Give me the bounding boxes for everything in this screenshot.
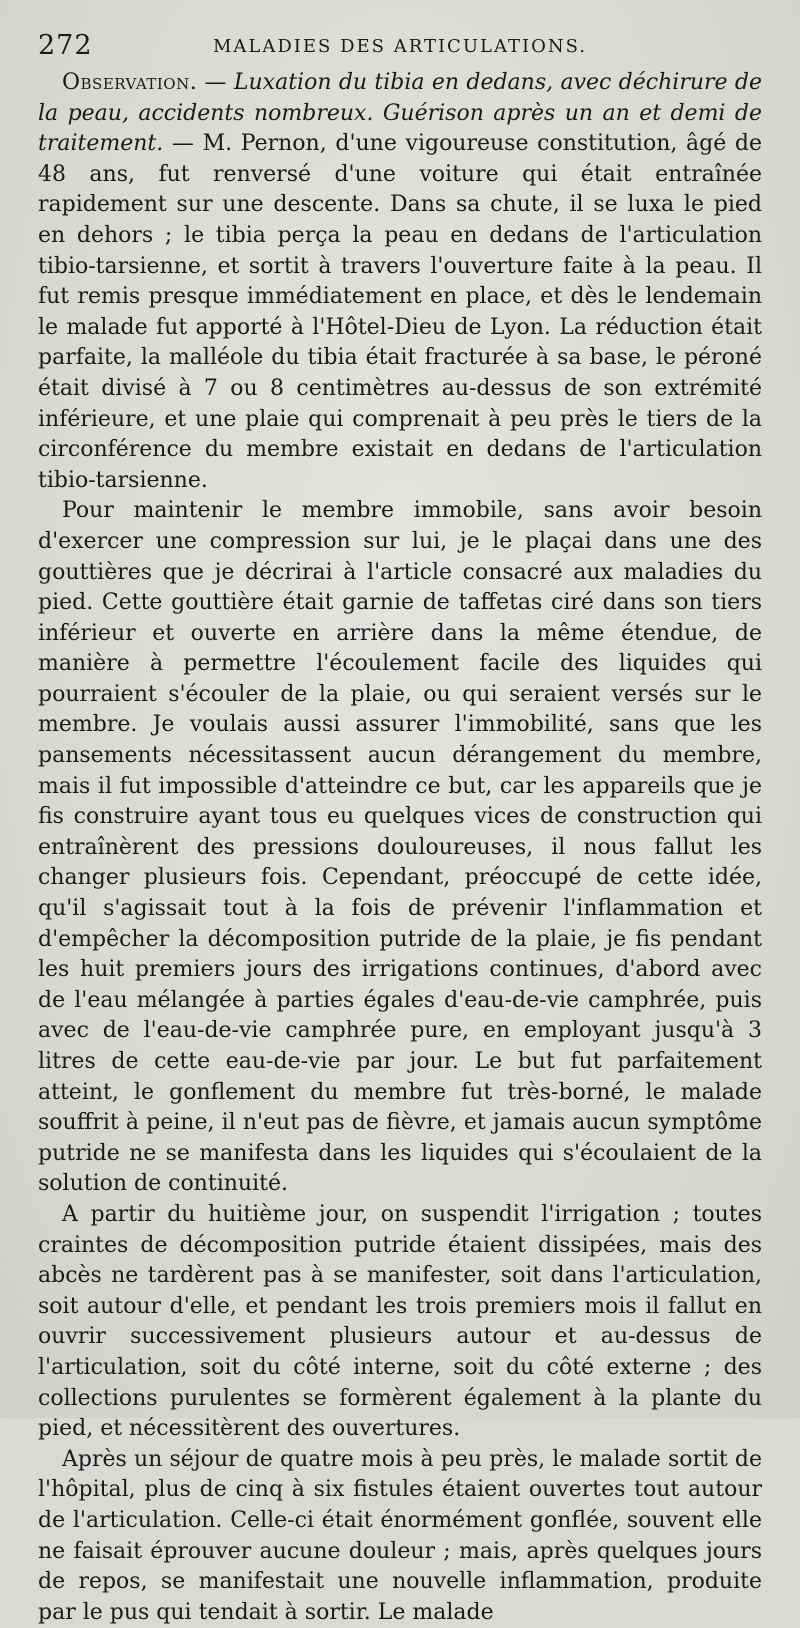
body-paragraph: Pour maintenir le membre immobile, sans avoir besoin d'exercer une compression sur lui, je le plaçai dans une des gouttières que je décrirai à l'article consacré aux maladies du pied. Cette gouttière était garnie de taffetas ciré dans son tiers inférieur et ouverte en arrière dans la même étendue, de manière à permettre l'écoulement facile des liquides qui pourraient s'écouler de la plaie, ou qui seraient versés sur le membre. Je voulais aussi assurer l'immobilité, sans que les pansements nécessitassent aucun dérangement du membre, mais il fut impossible d'atteindre ce but, car les appareils que je fis construire ayant tous eu quelques vices de construction qui entraînèrent des pressions douloureuses, il nous fallut les changer plusieurs fois. Cependant, préoccupé de cette idée, qu'il s'agissait tout à la fois de prévenir l'inflammation et d'empêcher la décomposition putride de la plaie, je fis pendant les huit premiers jours des irrigations continues, d'abord avec de l'eau mélangée à parties égales d'eau-de-vie camphrée, puis avec de l'eau-de-vie camphrée pure, en employant jusqu'à 3 litres de cette eau-de-vie par jour. Le but fut parfaitement atteint, le gonflement du membre fut très-borné, le malade souffrit à peine, il n'eut pas de fièvre, et jamais aucun symptôme putride ne se manifesta dans les liquides qui s'écoulaient de la solution de continuité. [38,498,762,1197]
observation-lead: — M. Pernon, d'une vigoureuse constitution, âgé de 48 ans, fut renversé d'une voiture qui était entraînée rapidement sur une descente. Dans sa chute, il se luxa le pied en dehors ; le tibia perça la peau en dedans de l'articulation tibio-tarsienne, et sortit à travers l'ouverture faite à la peau. Il fut remis presque immédiatement en place, et dès le lendemain le malade fut apporté à l'Hôtel-Dieu de Lyon. La réduction était parfaite, la malléole du tibia était fracturée à sa base, le péroné était divisé à 7 ou 8 centimètres au-dessus de son extrémité inférieure, et une plaie qui comprenait à peu près le tiers de la circonférence du membre existait en dedans de l'articulation tibio-tarsienne. [38,131,762,493]
page-header [38,24,762,68]
body-paragraph: A partir du huitième jour, on suspendit l'irrigation ; toutes craintes de décomposition putride étaient dissipées, mais des abcès ne tardèrent pas à se manifester, soit dans l'articulation, soit autour d'elle, et pendant les trois premiers mois il fallut en ouvrir successivement plusieurs autour et au-dessus de l'articulation, soit du côté interne, soit du côté externe ; des collections purulentes se formèrent également à la plante du pied, et nécessitèrent des ouvertures. [38,1201,762,1442]
observation-paragraph [38,68,762,496]
observation-title: Luxation du tibia en dedans, avec déchirure de la peau, accidents nombreux. Guérison après un an et demi de traitement. [38,70,762,157]
page-number: 272 [38,30,93,61]
observation-label: Observation. [62,70,198,95]
observation-dash: — [197,70,234,95]
running-title: MALADIES DES ARTICULATIONS. [212,36,588,57]
body-paragraph: Après un séjour de quatre mois à peu près, le malade sortit de l'hôpital, plus de cinq à six fistules étaient ouvertes tout autour de l'articulation. Celle-ci était énormément gonflée, souvent elle ne faisait éprouver aucune douleur ; mais, après quelques jours de repos, se manifestait une nouvelle inflammation, produite par le pus qui tendait à sortir. Le malade [38,1446,762,1625]
page-body [38,68,762,1628]
